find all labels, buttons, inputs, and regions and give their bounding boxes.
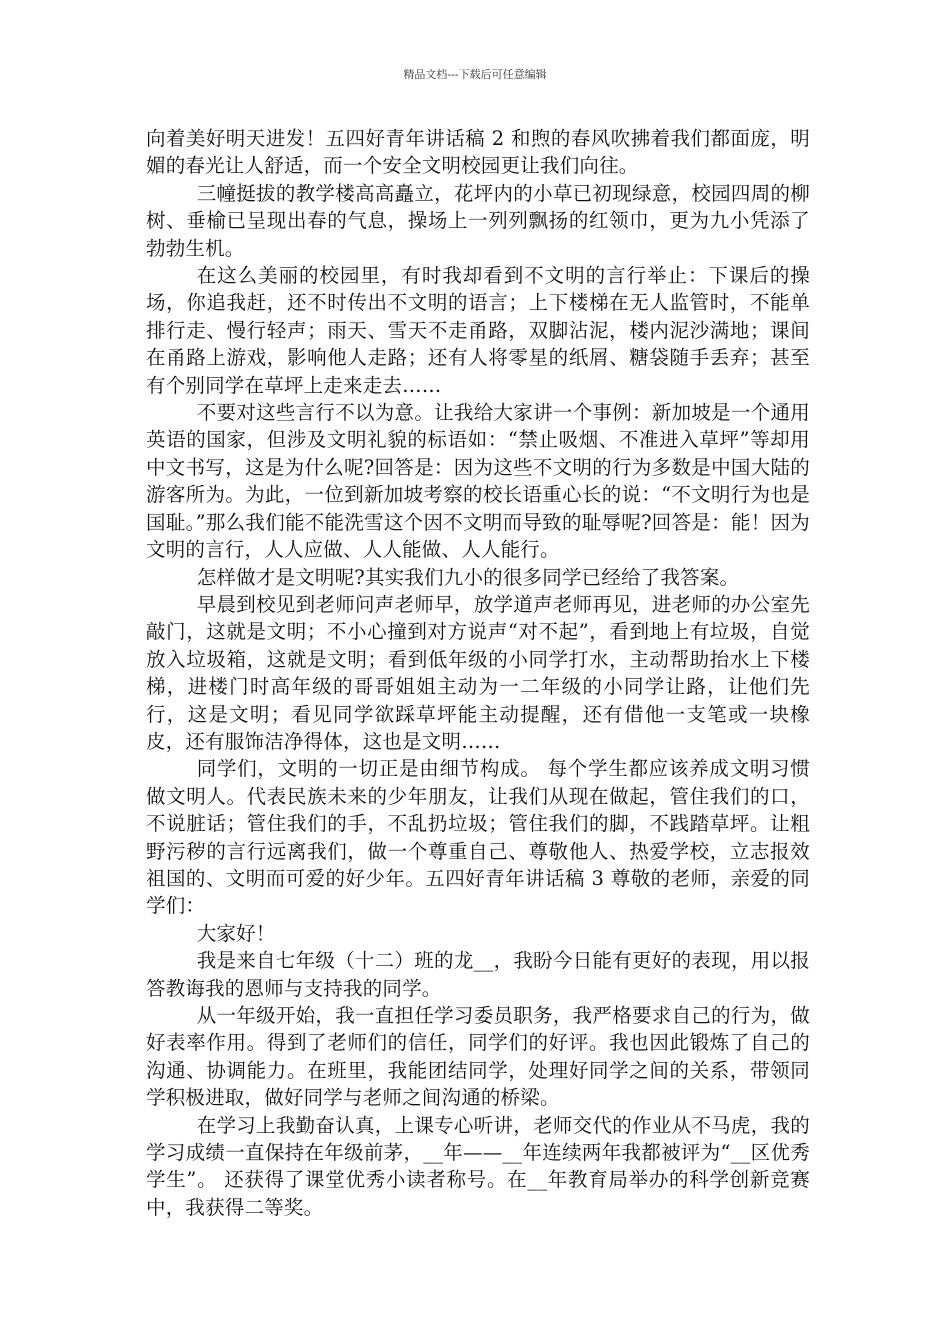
paragraph: 三幢挺拔的教学楼高高矗立，花坪内的小草已初现绿意，校园四周的柳树、垂榆已呈现出春的气息，操场上一列列飘扬的红领巾，更为九小凭添了勃勃生机。 — [146, 181, 810, 260]
paragraph: 我是来自七年级（十二）班的龙__，我盼今日能有更好的表现，用以报答教诲我的恩师与支持我的同学。 — [146, 949, 810, 1000]
paragraph: 同学们，文明的一切正是由细节构成。 每个学生都应该养成文明习惯做文明人。代表民族未来的少年朋友，让我们从现在做起，管住我们的口，不说脏话；管住我们的手，不乱扔垃圾；管住我们的脚，不践踏草坪。让粗野污秽的言行远离我们，做一个尊重自己、尊敬他人、热爱学校，立志报效祖国的、文明而可爱的好少年。五四好青年讲话稿 3 尊敬的老师，亲爱的同学们： — [146, 757, 810, 918]
page-header: 精品文档---下载后可任意编辑 — [403, 68, 547, 81]
paragraph: 在这么美丽的校园里，有时我却看到不文明的言行举止：下课后的操场，你追我赶，还不时传出不文明的语言；上下楼梯在无人监管时，不能单排行走、慢行轻声；雨天、雪天不走甬路，双脚沾泥，楼内泥沙满地；课间在甬路上游戏，影响他人走路；还有人将零星的纸屑、糖袋随手丢弃；甚至有个别同学在草坪上走来走去…… — [146, 264, 810, 397]
paragraph: 不要对这些言行不以为意。让我给大家讲一个事例：新加坡是一个通用英语的国家，但涉及文明礼貌的标语如：“禁止吸烟、不准进入草坪”等却用中文书写，这是为什么呢?回答是：因为这些不文明的行为多数是中国大陆的游客所为。为此，一位到新加坡考察的校长语重心长的说：“不文明行为也是国耻。”那么我们能不能洗雪这个因不文明而导致的耻辱呢?回答是：能！因为文明的言行，人人应做、人人能做、人人能行。 — [146, 401, 810, 562]
paragraph: 在学习上我勤奋认真，上课专心听讲，老师交代的作业从不马虎，我的学习成绩一直保持在年级前茅，__年——__年连续两年我都被评为“__区优秀学生”。 还获得了课堂优秀小读者称号。在__年教育局举办的科学创新竞赛中，我获得二等奖。 — [146, 1113, 810, 1219]
paragraph: 向着美好明天进发！五四好青年讲话稿 2 和煦的春风吹拂着我们都面庞，明媚的春光让人舒适，而一个安全文明校园更让我们向往。 — [146, 127, 810, 178]
document-body — [146, 125, 810, 1221]
paragraph: 怎样做才是文明呢?其实我们九小的很多同学已经给了我答案。 — [196, 565, 740, 589]
paragraph: 从一年级开始，我一直担任学习委员职务，我严格要求自己的行为，做好表率作用。得到了老师们的信任，同学们的好评。我也因此锻炼了自己的沟通、协调能力。在班里，我能团结同学，处理好同学之间的关系，带领同学积极进取，做好同学与老师之间沟通的桥梁。 — [146, 1004, 810, 1110]
paragraph: 大家好！ — [196, 921, 276, 945]
paragraph: 早晨到校见到老师问声老师早，放学道声老师再见，进老师的办公室先敲门，这就是文明；不小心撞到对方说声“对不起”，看到地上有垃圾，自觉放入垃圾箱，这就是文明；看到低年级的小同学打水，主动帮助抬水上下楼梯，进楼门时高年级的哥哥姐姐主动为一二年级的小同学让路，让他们先行，这是文明；看见同学欲踩草坪能主动提醒，还有借他一支笔或一块橡皮，还有服饰洁净得体，这也是文明…… — [146, 592, 810, 753]
